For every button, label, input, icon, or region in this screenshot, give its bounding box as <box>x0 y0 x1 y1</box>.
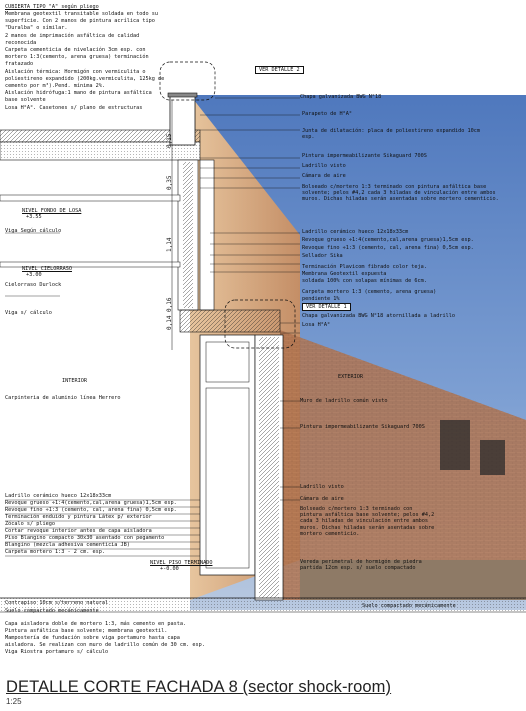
exterior-label: EXTERIOR <box>338 374 363 380</box>
wall-spec-line: Zócalo s/ pliego <box>5 521 55 527</box>
wall-spec-line: Terminación enduido y pintura Látex p/ exterior <box>5 514 152 520</box>
roof-spec-line: cemento por m³).Pend. mínima 2%. <box>5 83 105 89</box>
see-detail-1-tag: VER DETALLE 1 <box>302 303 351 311</box>
dim-3: 1,14 <box>166 237 173 252</box>
see-detail-2-tag: VER DETALLE 2 <box>255 66 304 74</box>
wall-spec-line: Carpeta mortero 1:3 - 2 cm. esp. <box>5 549 105 555</box>
level-floor-label: NIVEL PISO TERMINADO <box>150 560 213 566</box>
level-ceiling-label: NIVEL CIELORRASO <box>22 266 72 272</box>
beam-label: Viga Según cálculo <box>5 228 62 234</box>
finish-label: Terminación Plavicom fibrado color teja. <box>302 264 427 270</box>
roof-spec-line: Carpeta cementicia de nivelación 3cm esp. con <box>5 47 146 53</box>
wall-spec-line: Ladrillo cerámico hueco 12x18x33cm <box>5 493 112 499</box>
roof-spec-line: superficie. Con 2 manos de pintura acrílica tipo <box>5 18 155 25</box>
roof-spec-line: fratazado <box>5 61 34 68</box>
wall-spec-line: Blangino (mezcla adhesiva cementicia JB) <box>5 542 130 548</box>
roof-spec-line: Aislación térmica: Hormigón con vermiculita o <box>5 68 146 75</box>
face-brick-label: Ladrillo visto <box>302 163 346 169</box>
dim-2: 0,35 <box>166 175 173 190</box>
galvanized-sheet-label: Chapa galvanizada BWG N°18 <box>300 94 382 100</box>
dim-4: 0,14 0,16 <box>166 297 173 330</box>
wall-spec-line: Cortar revoque interior antes de capa aisladora <box>5 528 152 534</box>
roof-spec-line: Losa H°A°. Casetones s/ plano de estructuras <box>5 104 143 111</box>
drawing-title: DETALLE CORTE FACHADA 8 (sector shock-room) <box>6 678 392 696</box>
roof-spec-line: "Duralba" o símilar. <box>5 25 68 32</box>
paint-2-label: Pintura impermeabilizante Sikaguard 700S <box>300 424 425 430</box>
wall-spec-line: Revoque grueso ÷1:4(cemento,cal,arena gruesa)1,5cm esp. <box>5 500 177 506</box>
lintel-slab <box>180 310 280 332</box>
wall-spec-line: Revoque fino ÷1:3 (cemento, cal, arena fina) 0,5cm esp. <box>5 507 177 513</box>
welded-label: soldada 100% con solapas mínimas de 6cm. <box>302 278 427 284</box>
joint-label: Junta de dilatación: placa de poliestireno expandido 10cm esp. <box>302 128 481 141</box>
fine-plaster-label: Revoque fino ÷1:3 (cemento, cal, arena fina) 0,5cm esp. <box>302 245 474 251</box>
window-opening <box>480 440 505 475</box>
roof-type-title: CUBIERTA TIPO "A" según pliego <box>5 4 99 10</box>
parging-label: Bolseado c/mortero 1:3 terminado con pintura asfáltica base solvente; pelos #4,2 cada 3 hiladas de vinculación entre ambos muros. Dichas hiladas serán asentadas sobre mortero cementicio. <box>302 184 499 203</box>
level-slab-label: NIVEL FONDO DE LOSA <box>22 208 82 214</box>
slope-label: pendiente 1% <box>302 296 340 302</box>
coarse-plaster-label: Revoque grueso ÷1:4(cemento,cal,arena gruesa)1,5cm esp. <box>302 237 474 243</box>
subfloor-label: Contrapiso 10cm s/terreno natural <box>5 600 109 606</box>
level-slab-value: +3.55 <box>26 214 42 220</box>
roof-spec-line: mortero 1:3(cemento, arena gruesa) terminación <box>5 54 149 61</box>
parapet-label: Parapeto de H°A° <box>302 111 352 117</box>
screed-label: Carpeta mortero 1:3 (cemento, arena gruesa) <box>302 289 437 295</box>
roof-spec-line: reconocida <box>5 39 37 46</box>
roof-spec-line: base solvente <box>5 97 46 104</box>
carpentry-label: Carpinteria de aluminio línea Herrero <box>5 395 121 401</box>
roof-spec-line: Membrana geotextil transitable soldada en todo su <box>5 11 159 17</box>
slab-label: Losa H°A° <box>302 322 331 328</box>
wall-spec-line: Piso Blangino compacto 30x30 asentado con pegamento <box>5 535 165 541</box>
air-chamber-label: Cámara de aire <box>302 173 346 179</box>
beam-2-label: Viga s/ cálculo <box>5 310 52 316</box>
window-frame <box>200 335 255 575</box>
parapet <box>170 95 195 145</box>
interior-label: INTERIOR <box>62 378 87 384</box>
foundation-spec-line: Pintura asfáltica base solvente; membrana geotextil. <box>5 628 168 634</box>
sidewalk-label: Vereda perimetral de hormigón de piedra partida 12cm esp. s/ suelo compactado <box>300 559 422 572</box>
foundation-spec-line: Mampostería de fundación sobre viga portamuro hasta capa <box>5 635 180 641</box>
face-brick-2-label: Ladrillo visto <box>300 484 344 490</box>
compacted-soil-left: Suelo compactado mecánicamente <box>5 608 99 614</box>
drawing-scale: 1:25 <box>6 697 22 706</box>
level-floor-value: +-0.00 <box>160 566 179 572</box>
roof-spec-line: Aislación hidrófuga:1 mano de pintura asfáltica <box>5 90 152 97</box>
dim-1: 0,15 <box>166 133 173 148</box>
air-chamber-2-label: Cámara de aire <box>300 496 344 502</box>
door-opening <box>440 420 470 470</box>
level-ceiling-value: +3.00 <box>26 272 42 278</box>
foundation-spec-line: aisladora. Se realizan con muro de ladrillo común de 30 cm. esp. <box>5 642 205 648</box>
roof-spec-line: 2 manos de imprimación asfáltica de calidad <box>5 32 140 39</box>
sealant-label: Sellador Sika <box>302 253 343 259</box>
brick-wall-label: Muro de ladrillo común visto <box>300 398 388 404</box>
beam <box>0 195 180 201</box>
galvanized-sheet-2-label: Chapa galvanizada BWG N°18 atornillada a ladrillo <box>302 313 456 319</box>
compacted-soil-right: Suelo compactado mecánicamente <box>362 603 456 609</box>
roof-spec-line: poliestireno expandido (200kg.vermiculita, 125kg de <box>5 75 165 82</box>
foundation-spec-line: Viga Riostra portamuro s/ cálculo <box>5 649 109 655</box>
hollow-brick-label: Ladrillo cerámico hueco 12x18x33cm <box>302 229 409 235</box>
membrane-label: Membrana Geotextil expuesta <box>302 271 387 277</box>
paint-label: Pintura impermeabilizante Sikaguard 700S <box>302 153 427 159</box>
foundation-spec-line: Capa aisladora doble de mortero 1:3, más cemento en pasta. <box>5 621 187 627</box>
parging-2-label: Bolseado c/mortero 1:3 terminado con pintura asfáltica base solvente; pelos #4,2 cada 3 hiladas de vinculación entre ambos muros. Dichas hiladas serán asentadas sobre mortero cementicio. <box>300 506 435 537</box>
ceiling-label: Cielorraso Durlock <box>5 282 62 288</box>
